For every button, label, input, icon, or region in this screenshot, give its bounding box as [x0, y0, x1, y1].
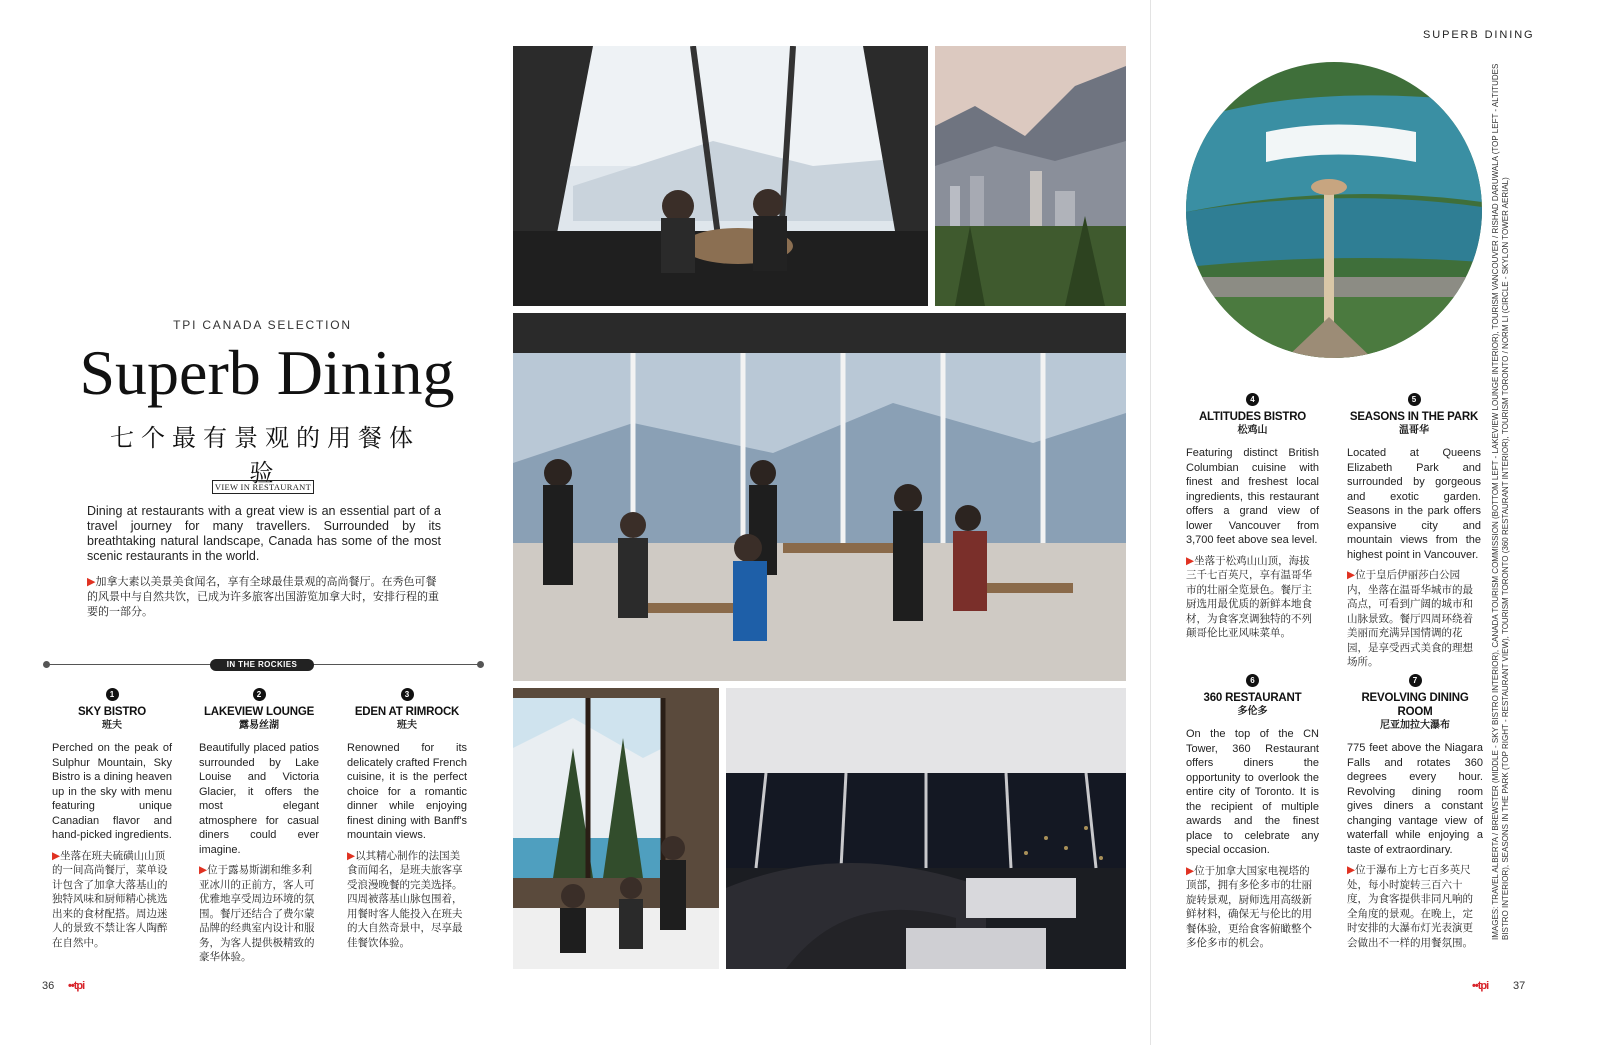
- restaurant-desc-zh: ▶坐落于松鸡山山顶，海拔三千七百英尺，享有温哥华市的壮丽全览景色。餐厅主厨选用最优质的新鲜本地食材，为食客烹调独特的不列颠哥伦比亚风味菜单。: [1186, 554, 1312, 639]
- number-badge: 1: [106, 688, 119, 701]
- restaurant-location-zh: 班夫: [102, 720, 122, 731]
- brand-logo-right: ••tpi: [1472, 980, 1489, 992]
- restaurant-location-zh: 多伦多: [1237, 706, 1268, 717]
- intro-chinese: ▶加拿大素以美景美食闻名，享有全球最佳景观的高尚餐厅。在秀色可餐的风景中与自然共饮，已成为许多旅客出国游览加拿大时，安排行程的重要的一部分。: [87, 576, 439, 618]
- restaurant-sky-bistro: [52, 688, 172, 950]
- triangle-bullet-icon: ▶: [1186, 864, 1195, 877]
- page-title: Superb Dining: [79, 337, 455, 408]
- triangle-bullet-icon: ▶: [87, 576, 96, 588]
- restaurant-revolving-dining-room: [1347, 674, 1483, 950]
- photo-skylon-tower-aerial: [1186, 62, 1482, 358]
- restaurant-desc-zh: ▶以其精心制作的法国美食而闻名，是班夫旅客享受浪漫晚餐的完美选择。四周被落基山脉包围着，用餐时客人能投入在班夫的大自然奇景中，尽享最佳餐饮体验。: [347, 849, 463, 949]
- intro-english: Dining at restaurants with a great view is an essential part of a travel journey for many travellers. Surrounded by its breathtaking natural landscape, Canada has some of the most scenic restaurants in the world.: [87, 504, 441, 563]
- restaurant-360-restaurant: [1186, 674, 1319, 951]
- number-badge: 6: [1246, 674, 1259, 687]
- restaurant-desc-zh: ▶坐落在班夫硫磺山山顶的一间高尚餐厅，菜单设计包含了加拿大落基山的独特风味和厨师精心挑选出来的食材配搭。周边迷人的景致不禁让客人陶醉在自然中。: [52, 849, 168, 949]
- photo-sky-bistro-interior: [513, 313, 1126, 681]
- restaurant-name: SKY BISTRO: [77, 706, 147, 718]
- photo-credits: IMAGES: TRAVEL ALBERTA / BREWSTER (MIDDLE - SKY BISTRO INTERIOR), CANADA TOURISM COMMISSION (BOTTOM LEFT - LAKEVIEW LOUNGE INTERIOR), TOURISM VANCOUVER / RISHAD DARUWALA (TOP LEFT - ALTITUDES BISTRO INTERIOR), SEASONS IN THE PARK (TOP RIGHT - RESTAURANT VIEW), TOURISM TORONTO (360 RESTAURANT INTERIOR), TOURISM TORONTO / NORM LI (CIRCLE - SKYLON TOWER AERIAL): [1491, 63, 1510, 940]
- triangle-bullet-icon: ▶: [199, 864, 208, 876]
- section-pill: IN THE ROCKIES: [210, 659, 314, 671]
- section-tag: VIEW IN RESTAURANT: [212, 480, 314, 494]
- brand-logo-left: ••tpi: [68, 980, 85, 992]
- restaurant-desc-en: Beautifully placed patios surrounded by Lake Louise and Victoria Glacier, it offers the most elegant atmosphere for casual diners could ever imagine.: [199, 742, 319, 856]
- restaurant-desc-en: 775 feet above the Niagara Falls and rotates 360 degrees every hour. Revolving dining room gives diners a constant changing vantage view of waterfall while enjoying a taste of extraordinary.: [1347, 742, 1483, 856]
- divider-dot-left: [43, 661, 50, 668]
- number-badge: 5: [1408, 393, 1421, 406]
- restaurant-desc-zh: ▶位于皇后伊丽莎白公园内，坐落在温哥华城市的最高点，可看到广阔的城市和山脉景致。餐厅四周环绕着美丽而充满异国情调的花园，是享受西式美食的理想场所。: [1347, 569, 1473, 668]
- number-badge: 7: [1409, 674, 1422, 687]
- restaurant-location-zh: 班夫: [397, 720, 417, 731]
- photo-altitudes-bistro-interior: [513, 46, 928, 306]
- page-number-right: 37: [1513, 980, 1526, 992]
- triangle-bullet-icon: ▶: [1186, 554, 1195, 567]
- restaurant-lakeview-lounge: [199, 688, 319, 965]
- restaurant-desc-en: Located at Queens Elizabeth Park and surrounded by gorgeous and exotic garden. Seasons in the park offers expansive city and mountain views from the highest point in Vancouver.: [1347, 447, 1481, 561]
- page-title-zh: 七个最有景观的用餐体验: [110, 424, 420, 487]
- kicker: TPI CANADA SELECTION: [173, 318, 352, 332]
- number-badge: 3: [401, 688, 414, 701]
- restaurant-desc-en: On the top of the CN Tower, 360 Restaurant offers diners the opportunity to overlook the entire city of Toronto. It is the recipient of multiple awards and the finest place to celebrate any special occasion.: [1186, 728, 1319, 856]
- running-header: SUPERB DINING: [1423, 29, 1535, 41]
- restaurant-desc-en: Perched on the peak of Sulphur Mountain, Sky Bistro is a dining heaven up in the sky with menu featuring unique Canadian flavor and hand-picked ingredients.: [52, 742, 172, 841]
- restaurant-name: REVOLVING DINING ROOM: [1361, 692, 1469, 718]
- photo-lakeview-lounge-interior: [513, 688, 719, 969]
- restaurant-location-zh: 松鸡山: [1237, 425, 1268, 436]
- restaurant-altitudes-bistro: [1186, 393, 1319, 641]
- restaurant-seasons-in-the-park: [1347, 393, 1481, 670]
- restaurant-location-zh: 温哥华: [1399, 425, 1429, 436]
- photo-vancouver-view: [935, 46, 1126, 306]
- photo-360-restaurant-interior: [726, 688, 1126, 969]
- restaurant-desc-zh: ▶位于瀑布上方七百多英尺处，每小时旋转三百六十度，为食客提供非同凡响的全角度的景观。在晚上，定时安排的大瀑布灯光表演更会做出不一样的用餐氛围。: [1347, 864, 1473, 949]
- restaurant-desc-en: Renowned for its delicately crafted French cuisine, it is the perfect choice for a romantic dinner while enjoying finest dining with Banff's mountain views.: [347, 742, 467, 841]
- number-badge: 4: [1246, 393, 1259, 406]
- restaurant-desc-zh: ▶位于加拿大国家电视塔的顶部，拥有多伦多市的壮丽旋转景观，厨师选用高级新鲜材料，确保无与伦比的用餐体验，更给食客俯瞰整个多伦多市的机会。: [1186, 864, 1312, 949]
- restaurant-name: 360 RESTAURANT: [1203, 692, 1302, 704]
- page-number-left: 36: [42, 980, 55, 992]
- restaurant-desc-zh: ▶位于露易斯湖和维多利亚冰川的正前方，客人可优雅地享受周边环境的氛围。餐厅还结合了费尔蒙品牌的经典室内设计和服务，为客人提供极精致的豪华体验。: [199, 864, 315, 963]
- restaurant-name: ALTITUDES BISTRO: [1198, 411, 1307, 423]
- page-gutter: [1150, 0, 1151, 1045]
- restaurant-eden-at-rimrock: [347, 688, 467, 950]
- triangle-bullet-icon: ▶: [1347, 569, 1356, 581]
- restaurant-location-zh: 露易丝湖: [239, 720, 279, 731]
- restaurant-name: EDEN AT RIMROCK: [354, 706, 460, 718]
- triangle-bullet-icon: ▶: [1347, 864, 1356, 876]
- number-badge: 2: [253, 688, 266, 701]
- restaurant-name: SEASONS IN THE PARK: [1349, 411, 1479, 423]
- divider-dot-right: [477, 661, 484, 668]
- restaurant-location-zh: 尼亚加拉大瀑布: [1380, 720, 1450, 731]
- triangle-bullet-icon: ▶: [52, 849, 61, 862]
- restaurant-desc-en: Featuring distinct British Columbian cuisine with finest and freshest local ingredients, this restaurant offers a grand view of lower Vancouver from 3,700 feet above sea level.: [1186, 447, 1319, 546]
- restaurant-name: LAKEVIEW LOUNGE: [203, 706, 315, 718]
- triangle-bullet-icon: ▶: [347, 849, 356, 862]
